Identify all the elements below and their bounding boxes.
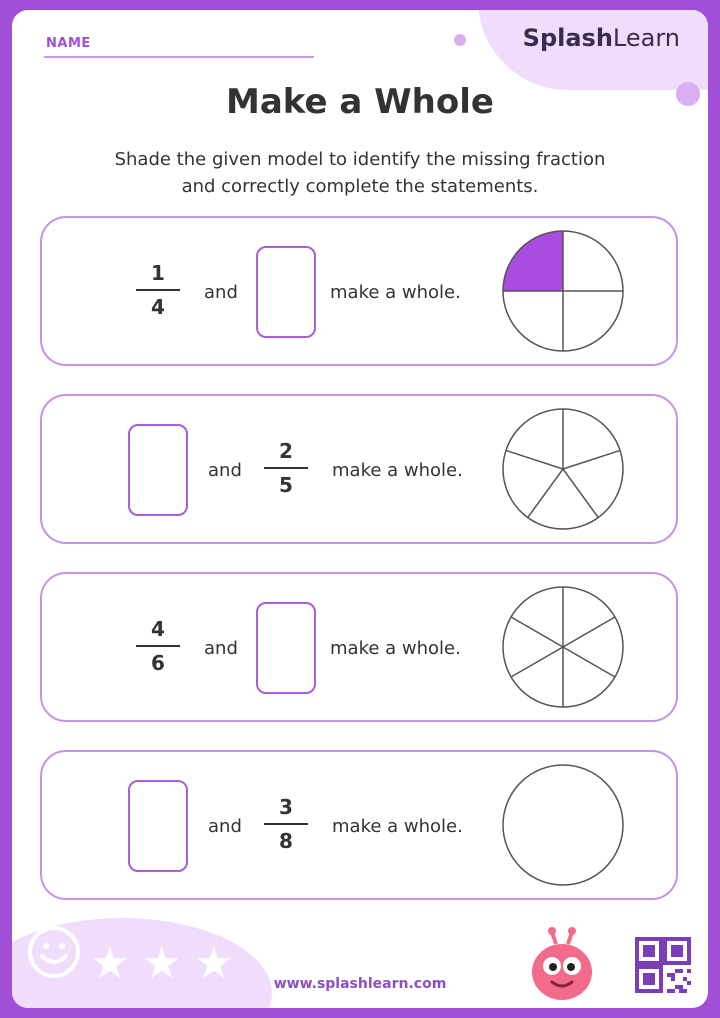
instructions-line-2: and correctly complete the statements. <box>181 176 539 197</box>
fraction-model[interactable] <box>498 582 628 712</box>
answer-box[interactable] <box>256 602 316 694</box>
star-icon: ★ <box>142 938 182 989</box>
and-text: and <box>208 816 242 837</box>
denominator: 6 <box>151 651 165 675</box>
instructions <box>52 146 668 200</box>
model-divider <box>511 617 563 647</box>
statement-text: make a whole. <box>332 816 463 837</box>
splashlearn-logo <box>523 24 680 52</box>
and-text: and <box>208 460 242 481</box>
fraction-bar <box>264 823 308 825</box>
statement-text: make a whole. <box>330 638 461 659</box>
denominator: 5 <box>279 473 293 497</box>
given-fraction <box>134 616 182 676</box>
problem-card-4 <box>40 750 678 900</box>
answer-box[interactable] <box>128 424 188 516</box>
decor-dot <box>454 34 466 46</box>
model-divider <box>563 469 598 518</box>
model-divider <box>528 469 563 518</box>
worksheet-page <box>12 10 708 1008</box>
footer-url[interactable]: www.splashlearn.com <box>273 976 447 992</box>
logo-regular-text: Learn <box>612 24 680 52</box>
given-fraction <box>262 438 310 498</box>
and-text: and <box>204 282 238 303</box>
answer-box[interactable] <box>256 246 316 338</box>
shaded-part <box>503 231 563 291</box>
fraction-model[interactable] <box>498 404 628 534</box>
numerator: 1 <box>151 261 165 285</box>
model-divider <box>563 450 620 469</box>
fraction-bar <box>136 645 180 647</box>
denominator: 4 <box>151 295 165 319</box>
given-fraction <box>134 260 182 320</box>
numerator: 4 <box>151 617 165 641</box>
instructions-line-1: Shade the given model to identify the missing fraction <box>114 149 606 170</box>
model-divider <box>563 647 615 677</box>
and-text: and <box>204 638 238 659</box>
page-title: Make a Whole <box>226 82 494 122</box>
problem-card-2 <box>40 394 678 544</box>
monster-mascot <box>522 924 602 1002</box>
model-divider <box>511 647 563 677</box>
model-divider <box>563 617 615 647</box>
name-label: NAME <box>46 36 91 51</box>
model-divider <box>506 450 563 469</box>
logo-bold-text: Splash <box>522 24 613 52</box>
denominator: 8 <box>279 829 293 853</box>
numerator: 3 <box>279 795 293 819</box>
fraction-bar <box>264 467 308 469</box>
qr-code[interactable] <box>632 934 694 996</box>
fraction-model[interactable] <box>498 226 628 356</box>
model-outline <box>503 765 623 885</box>
fraction-bar <box>136 289 180 291</box>
answer-box[interactable] <box>128 780 188 872</box>
problem-card-1 <box>40 216 678 366</box>
statement-text: make a whole. <box>332 460 463 481</box>
star-icon: ★ <box>194 938 234 989</box>
statement-text: make a whole. <box>330 282 461 303</box>
problem-card-3 <box>40 572 678 722</box>
fraction-model[interactable] <box>498 760 628 890</box>
smiley-icon <box>26 924 82 980</box>
given-fraction <box>262 794 310 854</box>
numerator: 2 <box>279 439 293 463</box>
star-icon: ★ <box>90 938 130 989</box>
name-line[interactable] <box>44 56 314 58</box>
